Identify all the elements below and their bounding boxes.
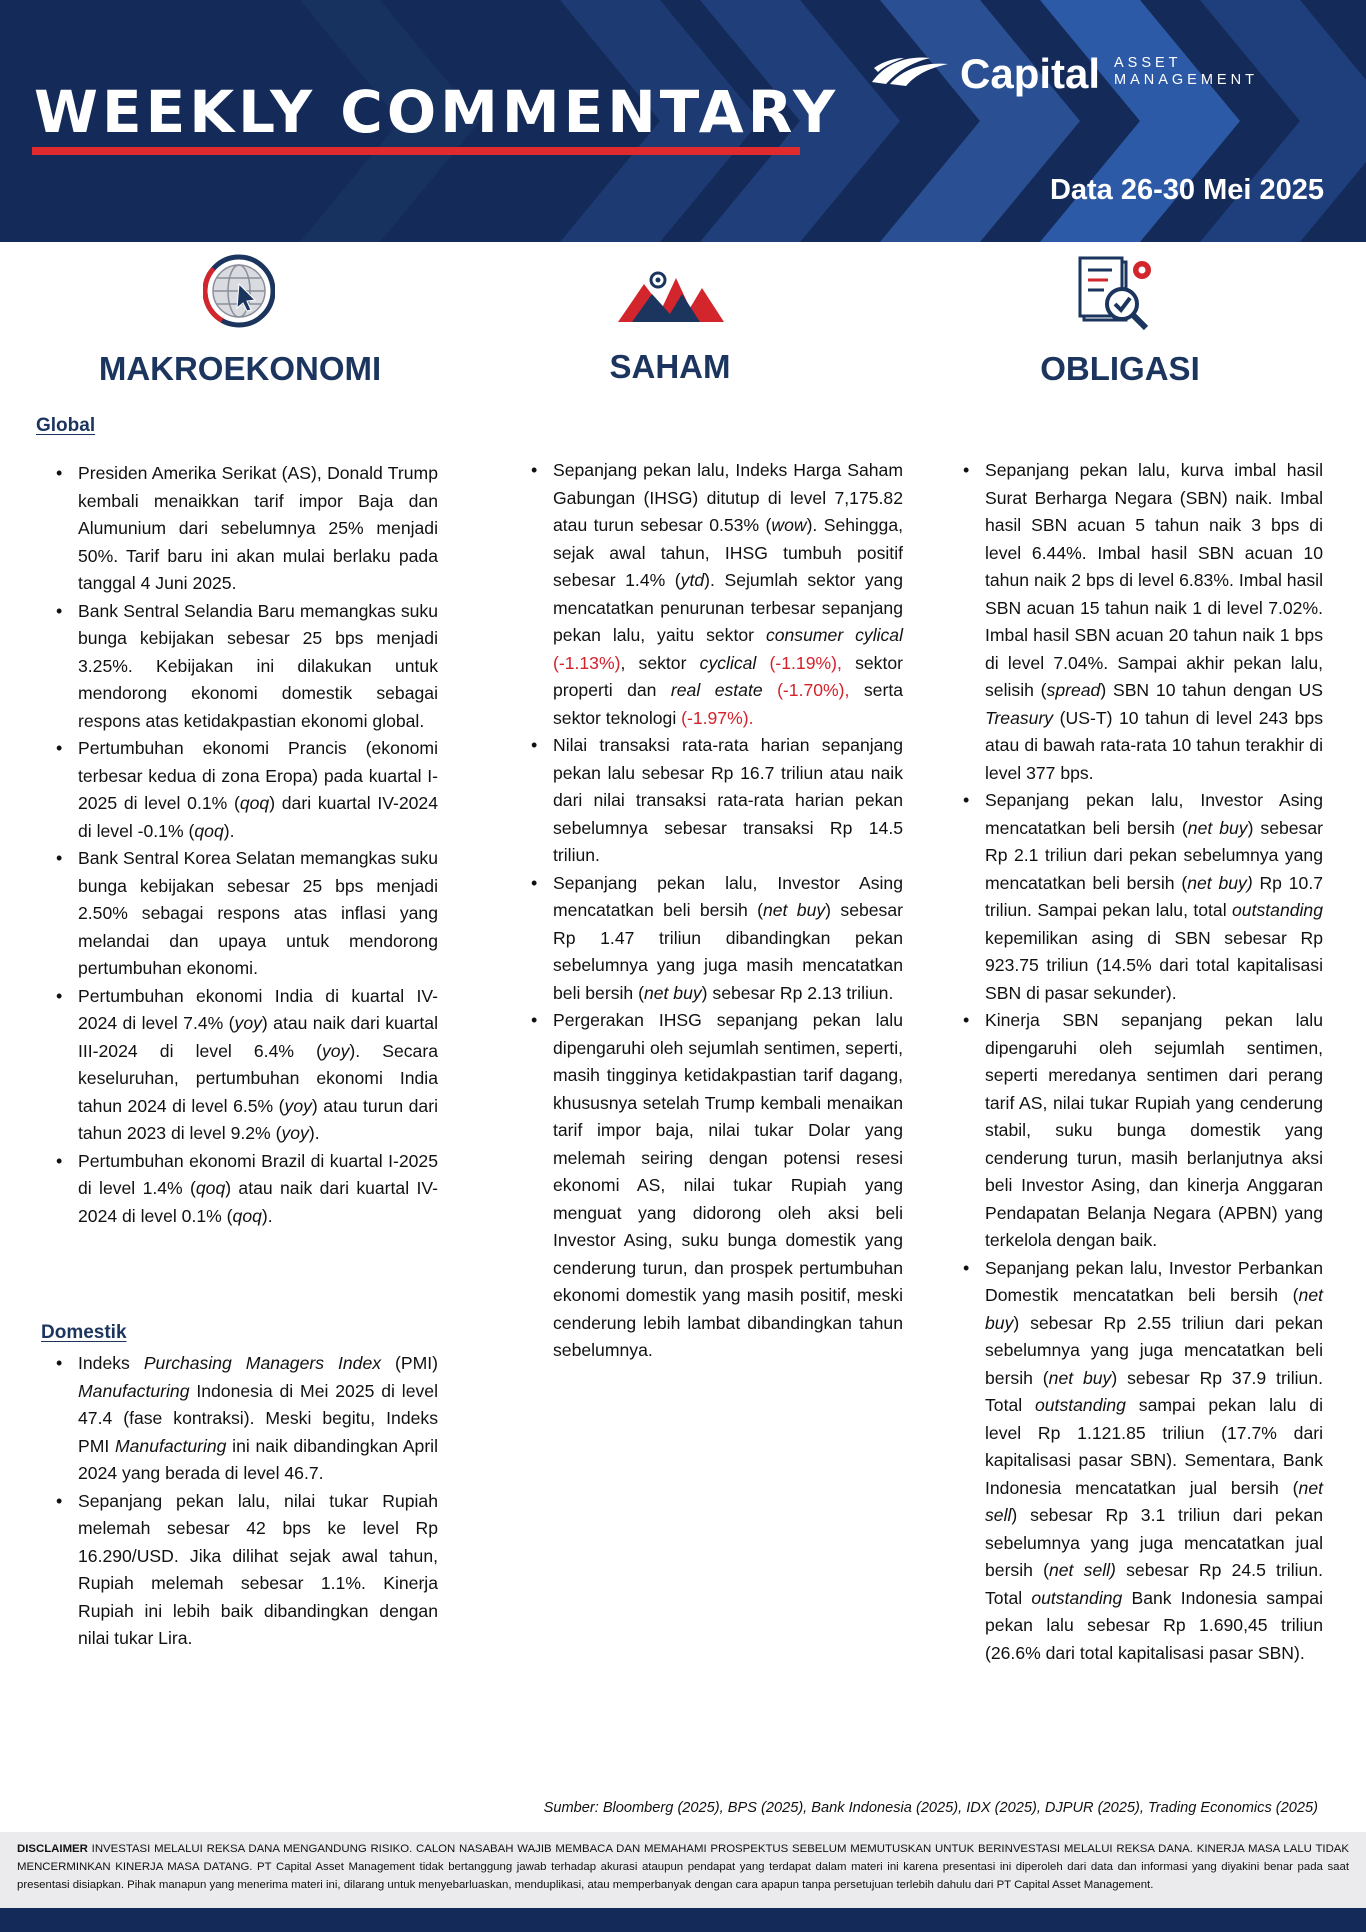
company-logo: [868, 50, 1288, 100]
disclaimer-label: DISCLAIMER: [17, 1843, 88, 1855]
document-check-icon: [1078, 256, 1160, 332]
header-banner: [0, 0, 1366, 242]
list-item: • Sepanjang pekan lalu, Investor Asing mencatatkan beli bersih (net buy) sebesar Rp 1.47 triliun dibandingkan pekan sebelumnya yang juga masih mencatatkan beli bersih (net buy) sebesar Rp 2.13 triliun.: [553, 870, 903, 1008]
list-item: • Sepanjang pekan lalu, kurva imbal hasil Surat Berharga Negara (SBN) naik. Imbal hasil SBN acuan 5 tahun naik 3 bps di level 6.44%. Imbal hasil SBN acuan 10 tahun naik 2 bps di level 6.83%. Imbal hasil SBN acuan 15 tahun naik 1 di level 7.02%. Imbal hasil SBN acuan 20 tahun naik 1 bps di level 7.04%. Sampai akhir pekan lalu, selisih (spread) SBN 10 tahun dengan US Treasury (US-T) 10 tahun di level 243 bps atau di bawah rata-rata 10 tahun terakhir di level 377 bps.: [985, 457, 1323, 787]
list-item: • Pertumbuhan ekonomi Brazil di kuartal I-2025 di level 1.4% (qoq) atau naik dari kuartal IV-2024 di level 0.1% (qoq).: [78, 1148, 438, 1231]
capital-logo-icon: [868, 54, 952, 88]
list-item: • Bank Sentral Korea Selatan memangkas suku bunga kebijakan sebesar 25 bps menjadi 2.50% sebagai respons atas inflasi yang melandai dan upaya untuk mendorong pertumbuhan ekonomi.: [78, 845, 438, 983]
subheading-global: Global: [36, 415, 96, 436]
obligasi-list: [985, 457, 1323, 1667]
list-item: • Sepanjang pekan lalu, nilai tukar Rupiah melemah sebesar 42 bps ke level Rp 16.290/USD. Jika dilihat sejak awal tahun, Rupiah melemah sebesar 1.1%. Kinerja Rupiah ini lebih baik dibandingkan dengan nilai tukar Lira.: [78, 1488, 438, 1653]
footer-bar: [0, 1908, 1366, 1932]
logo-subtext: ASSET MANAGEMENT: [1114, 55, 1258, 88]
list-item: • Kinerja SBN sepanjang pekan lalu dipengaruhi oleh sejumlah sentimen, seperti meredanya sentimen dari perang tarif AS, nilai tukar Rupiah yang cenderung stabil, suku bunga domestik yang cenderung turun, masih berlanjutnya aksi beli Investor Asing, dan kinerja Anggaran Pendapatan Belanja Negara (APBN) yang terkelola dengan baik.: [985, 1007, 1323, 1255]
list-item: • Indeks Purchasing Managers Index (PMI) Manufacturing Indonesia di Mei 2025 di level 47.4 (fase kontraksi). Meski begitu, Indeks PMI Manufacturing ini naik dibandingkan April 2024 yang berada di level 46.7.: [78, 1350, 438, 1488]
list-item: • Pertumbuhan ekonomi India di kuartal IV-2024 di level 7.4% (yoy) atau naik dari kuartal III-2024 di level 6.4% (yoy). Secara keseluruhan, pertumbuhan ekonomi India tahun 2024 di level 6.5% (yoy) atau turun dari tahun 2023 di level 9.2% (yoy).: [78, 983, 438, 1148]
list-item: • Bank Sentral Selandia Baru memangkas suku bunga kebijakan sebesar 25 bps menjadi 3.25%. Kebijakan ini dilakukan untuk mendorong ekonomi domestik sebagai respons atas ketidakpastian ekonomi global.: [78, 598, 438, 736]
title-underline: [32, 147, 800, 155]
section-title-saham: SAHAM: [609, 348, 731, 385]
list-item: • Pergerakan IHSG sepanjang pekan lalu dipengaruhi oleh sejumlah sentimen, seperti, masih tingginya ketidakpastian tarif dagang, khususnya setelah Trump kembali menaikan tarif impor baja, nilai tukar Dolar yang melemah seiring dengan potensi resesi ekonomi AS, nilai tukar Rupiah yang menguat yang didorong oleh aksi beli Investor Asing, suku bunga domestik yang cenderung turun, dan prospek pertumbuhan ekonomi domestik yang masih positif, meski cenderung lebih lambat dibandingkan tahun sebelumnya.: [553, 1007, 903, 1365]
globe-icon: [203, 254, 275, 328]
mountain-chart-icon: [618, 264, 724, 324]
section-title-obligasi: OBLIGASI: [1040, 350, 1200, 387]
disclaimer-text: INVESTASI MELALUI REKSA DANA MENGANDUNG RISIKO. CALON NASABAH WAJIB MEMBACA DAN MEMAHAMI PROSPEKTUS SEBELUM MEMUTUSKAN UNTUK BERINVESTASI MELALUI REKSA DANA. KINERJA MASA LALU TIDAK MENCERMINKAN KINERJA MASA DATANG. PT Capital Asset Management tidak bertanggung jawab terhadap akurasi ataupun pendapat yang terdapat dalam materi ini karena presentasi ini diperoleh dari data dan informasi yang diyakini benar pada saat presentasi disiapkan. Pihak manapun yang menerima materi ini, dilarang untuk menyebarluaskan, menduplikasi, atau memperbanyak dengan cara apapun tanpa persetujuan terlebih dahulu dari PT Capital Asset Management.: [17, 1843, 1349, 1891]
page-title: WEEKLY COMMENTARY: [34, 78, 840, 146]
report-date: Data 26-30 Mei 2025: [1049, 174, 1324, 206]
source-note: Sumber: Bloomberg (2025), BPS (2025), Bank Indonesia (2025), IDX (2025), DJPUR (2025), Trading Economics (2025): [543, 1800, 1318, 1816]
list-item: • Sepanjang pekan lalu, Indeks Harga Saham Gabungan (IHSG) ditutup di level 7,175.82 atau turun sebesar 0.53% (wow). Sehingga, sejak awal tahun, IHSG tumbuh positif sebesar 1.4% (ytd). Sejumlah sektor yang mencatatkan penurunan terbesar sepanjang pekan lalu, yaitu sektor consumer cylical (-1.13%), sektor cyclical (-1.19%), sektor properti dan real estate (-1.70%), serta sektor teknologi (-1.97%).: [553, 457, 903, 732]
subheading-domestik: Domestik: [41, 1322, 127, 1343]
list-item: • Sepanjang pekan lalu, Investor Perbankan Domestik mencatatkan beli bersih (net buy) sebesar Rp 2.55 triliun dari pekan sebelumnya yang juga mencatatkan beli bersih (net buy) sebesar Rp 37.9 triliun. Total outstanding sampai pekan lalu di level Rp 1.121.85 triliun (17.7% dari kapitalisasi pasar SBN). Sementara, Bank Indonesia mencatatkan jual bersih (net sell) sebesar Rp 3.1 triliun dari pekan sebelumnya yang juga mencatatkan jual bersih (net sell) sebesar Rp 24.5 triliun. Total outstanding Bank Indonesia sampai pekan lalu sebesar Rp 1.690,45 triliun (26.6% dari total kapitalisasi pasar SBN).: [985, 1255, 1323, 1668]
disclaimer-box: [0, 1832, 1366, 1908]
list-item: • Pertumbuhan ekonomi Prancis (ekonomi terbesar kedua di zona Eropa) pada kuartal I-2025 di level 0.1% (qoq) dari kuartal IV-2024 di level -0.1% (qoq).: [78, 735, 438, 845]
section-title-makro: MAKROEKONOMI: [98, 350, 382, 387]
logo-brand-text: Capital: [960, 50, 1101, 97]
makro-global-list: [78, 460, 438, 1230]
makro-domestik-list: [78, 1350, 438, 1653]
list-item: • Sepanjang pekan lalu, Investor Asing mencatatkan beli bersih (net buy) sebesar Rp 2.1 triliun dari pekan sebelumnya yang mencatatkan beli bersih (net buy) Rp 10.7 triliun. Sampai pekan lalu, total outstanding kepemilikan asing di SBN sebesar Rp 923.75 triliun (14.5% dari total kapitalisasi SBN di pasar sekunder).: [985, 787, 1323, 1007]
list-item: • Presiden Amerika Serikat (AS), Donald Trump kembali menaikkan tarif impor Baja dan Alumunium dari sebelumnya 25% menjadi 50%. Tarif baru ini akan mulai berlaku pada tanggal 4 Juni 2025.: [78, 460, 438, 598]
saham-list: [553, 457, 903, 1365]
list-item: • Nilai transaksi rata-rata harian sepanjang pekan lalu sebesar Rp 16.7 triliun atau naik dari nilai transaksi rata-rata harian pekan sebelumnya sebesar transaksi Rp 14.5 triliun.: [553, 732, 903, 870]
